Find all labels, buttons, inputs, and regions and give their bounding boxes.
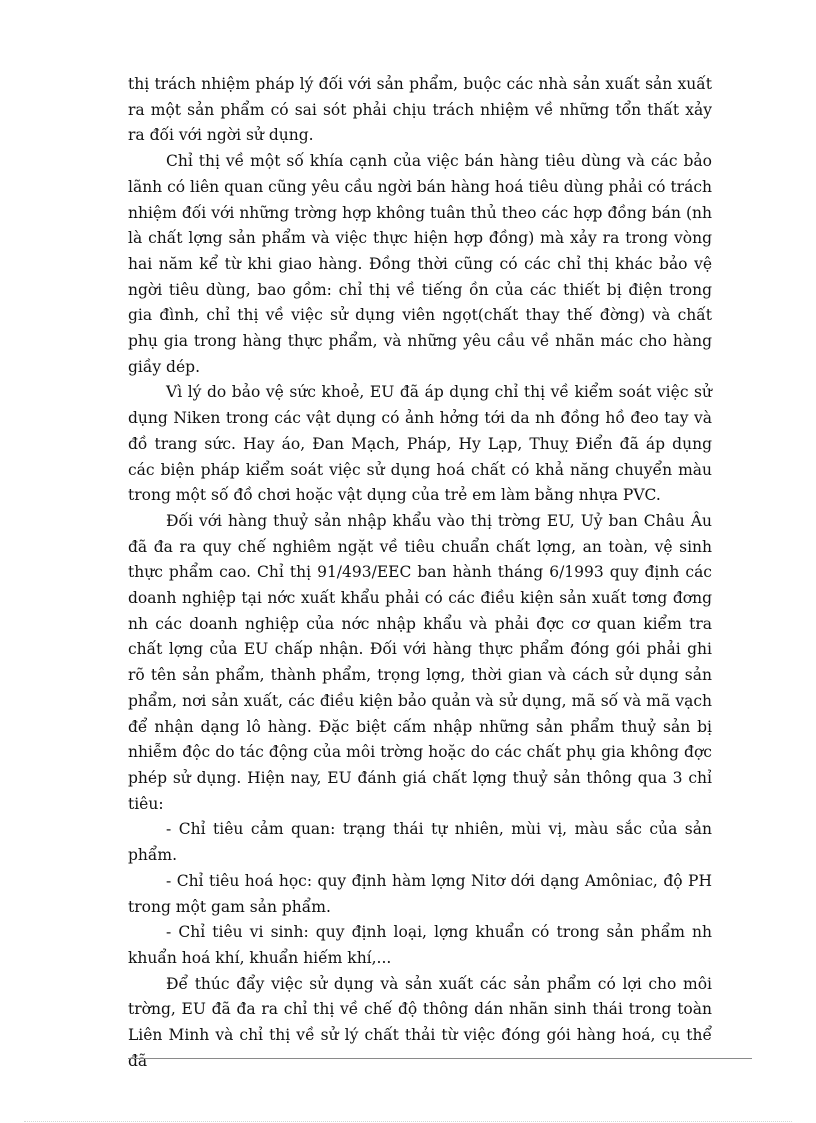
criterion-sensory: - Chỉ tiêu cảm quan: trạng thái tự nhiên, mùi vị, màu sắc của sản phẩm.: [128, 820, 712, 865]
paragraph-seafood-import-rules: Đối với hàng thuỷ sản nhập khẩu vào thị trờng EU, Uỷ ban Châu Âu đã đa ra quy chế nghiêm ngặt về tiêu chuẩn chất lợng, an toàn, vệ sinh thực phẩm cao. Chỉ thị 91/493/EEC ban hành tháng 6/1993 quy định các doanh nghiệp tại nớc xuất khẩu phải có các điều kiện sản xuất tơng đơng nh các doanh nghiệp của nớc nhập khẩu và phải đợc cơ quan kiểm tra chất lợng của EU chấp nhận. Đối với hàng thực phẩm đóng gói phải ghi rõ tên sản phẩm, thành phẩm, trọng lợng, thời gian và cách sử dụng sản phẩm, nơi sản xuất, các điều kiện bảo quản và sử dụng, mã số và mã vạch để nhận dạng lô hàng. Đặc biệt cấm nhập những sản phẩm thuỷ sản bị nhiễm độc do tác động của môi trờng hoặc do các chất phụ gia không đợc phép sử dụng. Hiện nay, EU đánh giá chất lợng thuỷ sản thông qua 3 chỉ tiêu:: [128, 511, 712, 813]
paragraph-product-liability: thị trách nhiệm pháp lý đối với sản phẩm, buộc các nhà sản xuất sản xuất ra một sản phẩm có sai sót phải chịu trách nhiệm về những tổn thất xảy ra đối với ngời sử dụng.: [128, 75, 712, 145]
paragraph-nickel-pvc-controls: Vì lý do bảo vệ sức khoẻ, EU đã áp dụng chỉ thị về kiểm soát việc sử dụng Niken trong các vật dụng có ảnh hởng tới da nh đồng hồ đeo tay và đồ trang sức. Hay áo, Đan Mạch, Pháp, Hy Lạp, Thuỵ Điển đã áp dụng các biện pháp kiểm soát việc sử dụng hoá chất có khả năng chuyển màu trong một số đồ chơi hoặc vật dụng của trẻ em làm bằng nhựa PVC.: [128, 383, 712, 505]
criterion-microbiological: - Chỉ tiêu vi sinh: quy định loại, lợng khuẩn có trong sản phẩm nh khuẩn hoá khí, khuẩn hiếm khí,...: [128, 923, 712, 967]
body-text: [128, 72, 712, 1074]
paragraph-consumer-sales-directive: Chỉ thị về một số khía cạnh của việc bán hàng tiêu dùng và các bảo lãnh có liên quan cũng yêu cầu ngời bán hàng hoá tiêu dùng phải có trách nhiệm đối với những trờng hợp không tuân thủ theo các hợp đồng bán (nh là chất lợng sản phẩm và việc thực hiện hợp đồng) mà xảy ra trong vòng hai năm kể từ khi giao hàng. Đồng thời cũng có các chỉ thị khác bảo vệ ngời tiêu dùng, bao gồm: chỉ thị về tiếng ồn của các thiết bị điện trong gia đình, chỉ thị về việc sử dụng viên ngọt(chất thay thế đờng) và chất phụ gia trong hàng thực phẩm, và những yêu cầu về nhãn mác cho hàng giầy dép.: [128, 152, 712, 376]
paragraph-eco-label: Để thúc đẩy việc sử dụng và sản xuất các sản phẩm có lợi cho môi trờng, EU đã đa ra chỉ thị về chế độ thông dán nhãn sinh thái trong toàn Liên Minh và chỉ thị về sử lý chất thải từ việc đóng gói hàng hoá, cụ thể đã: [128, 974, 712, 1070]
page-bottom-dotted-edge: [24, 1121, 792, 1122]
criterion-chemical: - Chỉ tiêu hoá học: quy định hàm lợng Nitơ dới dạng Amôniac, độ PH trong một gam sản phẩm.: [128, 871, 712, 916]
footer-divider: [128, 1058, 752, 1059]
